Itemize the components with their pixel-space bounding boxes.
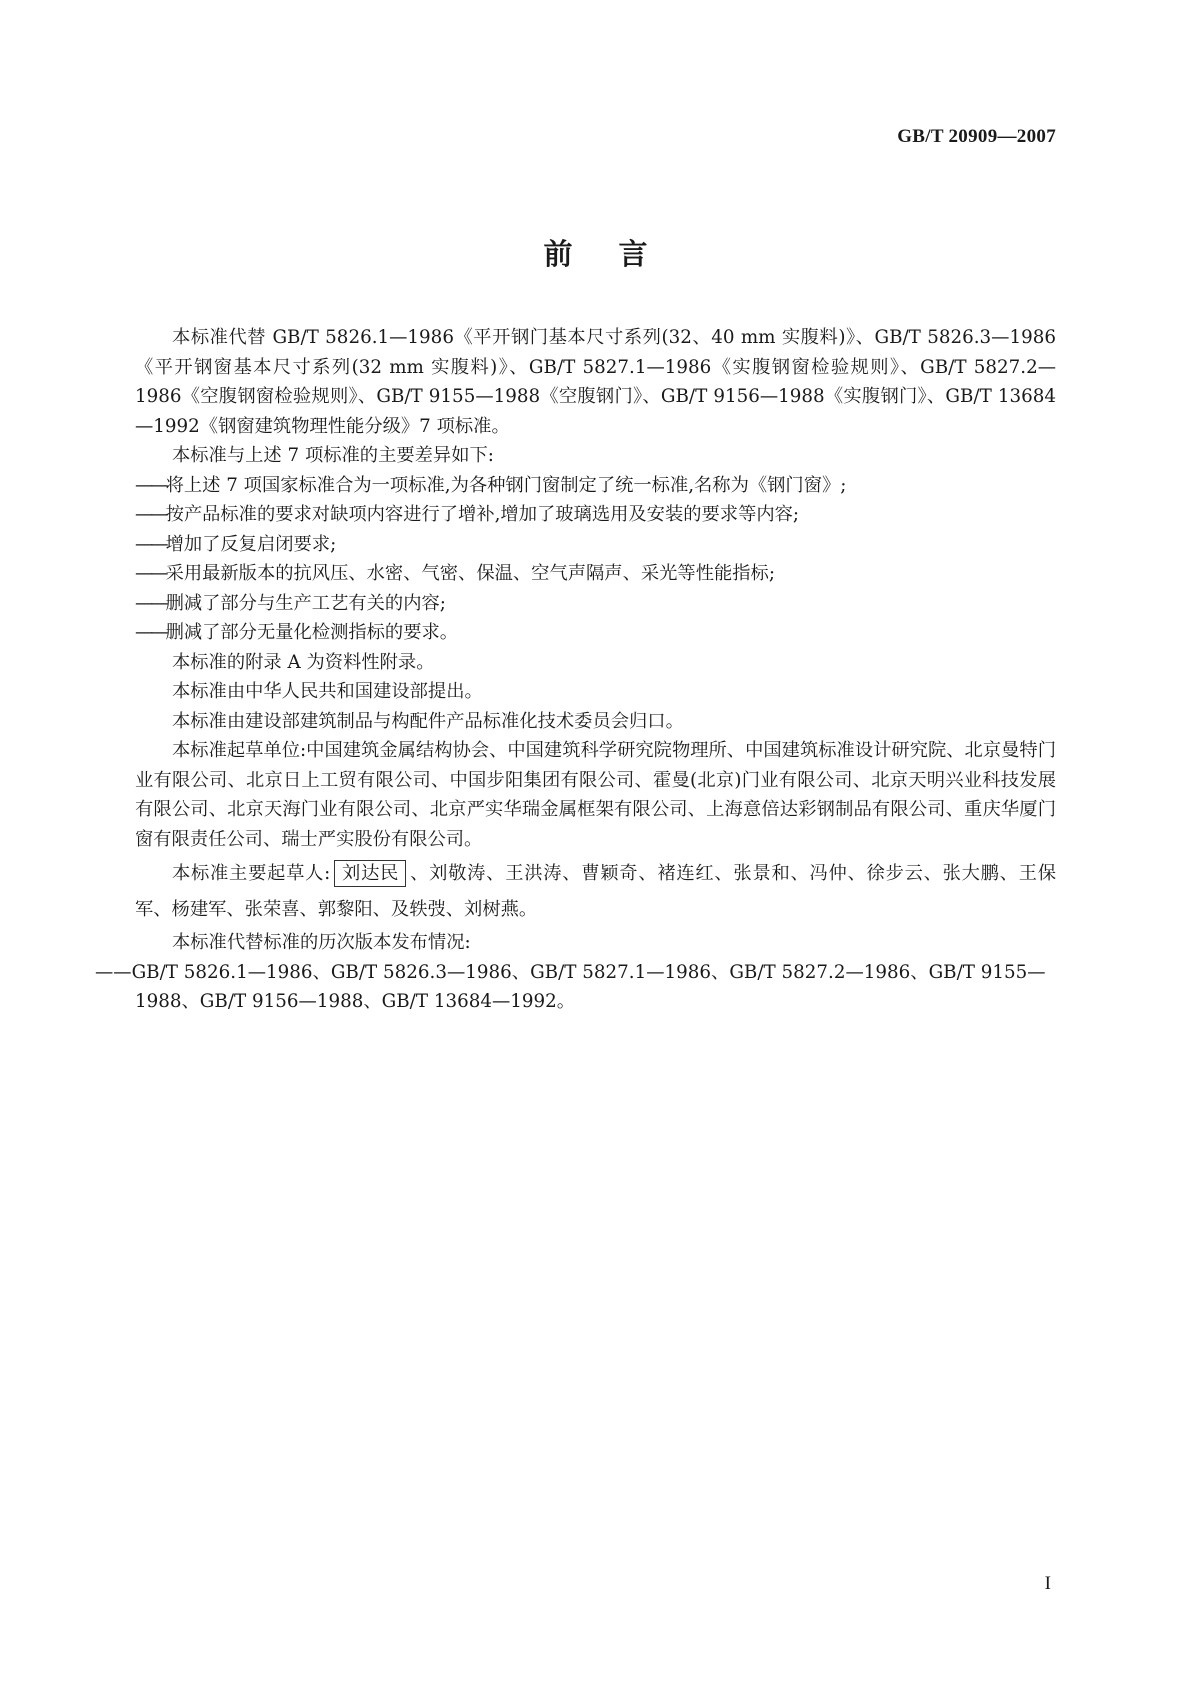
standard-number: GB/T 20909—2007 bbox=[897, 126, 1056, 147]
drafters-paragraph bbox=[135, 856, 1056, 928]
list-item: ——增加了反复启闭要求; bbox=[135, 533, 337, 555]
dash-marker: —— bbox=[135, 622, 166, 643]
list-item: ——删减了部分与生产工艺有关的内容; bbox=[135, 592, 446, 614]
dash-marker: —— bbox=[135, 533, 166, 555]
dash-marker: —— bbox=[135, 563, 166, 584]
drafting-units-paragraph: 本标准起草单位:中国建筑金属结构协会、中国建筑科学研究院物理所、中国建筑标准设计研究院、北京曼特门业有限公司、北京日上工贸有限公司、中国步阳集团有限公司、霍曼(北京)门业有限公司、北京天明兴业科技发展有限公司、北京天海门业有限公司、北京严实华瑞金属框架有限公司、上海意倍达彩钢制品有限公司、重庆华厦门窗有限责任公司、瑞士严实股份有限公司。 bbox=[135, 740, 1056, 850]
list-item: ——采用最新版本的抗风压、水密、气密、保温、空气声隔声、采光等性能指标; bbox=[135, 563, 776, 584]
list-item: ——按产品标准的要求对缺项内容进行了增补,增加了玻璃选用及安装的要求等内容; bbox=[135, 504, 800, 525]
diff-intro: 本标准与上述 7 项标准的主要差异如下: bbox=[172, 445, 494, 466]
proposed-paragraph: 本标准由中华人民共和国建设部提出。 bbox=[172, 681, 483, 702]
history-item: ——GB/T 5826.1—1986、GB/T 5826.3—1986、GB/T 5827.1—1986、GB/T 5827.2—1986、GB/T 9155—1988、GB/T 9156—1988、GB/T 13684—1992。 bbox=[95, 961, 1046, 1012]
boxed-name: 刘达民 bbox=[334, 860, 406, 887]
page-number: I bbox=[1044, 1573, 1051, 1594]
centralized-paragraph: 本标准由建设部建筑制品与构配件产品标准化技术委员会归口。 bbox=[172, 710, 684, 732]
dash-marker: —— bbox=[135, 474, 166, 496]
drafters-prefix: 本标准主要起草人: bbox=[172, 863, 331, 884]
annex-paragraph: 本标准的附录 A 为资料性附录。 bbox=[172, 651, 435, 673]
foreword-body bbox=[95, 323, 1056, 1017]
dash-marker: —— bbox=[95, 961, 132, 983]
list-item: ——将上述 7 项国家标准合为一项标准,为各种钢门窗制定了统一标准,名称为《钢门窗》; bbox=[135, 474, 847, 496]
drafters-rest: 、刘敬涛、王洪涛、曹颖奇、褚连红、张景和、冯仲、徐步云、张大鹏、王保军、杨建军、张荣喜、郭黎阳、及轶弢、刘树燕。 bbox=[135, 863, 1056, 920]
page-title: 前言 bbox=[543, 237, 694, 271]
dash-marker: —— bbox=[135, 504, 166, 525]
dash-marker: —— bbox=[135, 592, 166, 614]
history-intro: 本标准代替标准的历次版本发布情况: bbox=[172, 932, 471, 953]
replace-paragraph: 本标准代替 GB/T 5826.1—1986《平开钢门基本尺寸系列(32、40 mm 实腹料)》、GB/T 5826.3—1986《平开钢窗基本尺寸系列(32 mm 实腹料)》、GB/T 5827.1—1986《实腹钢窗检验规则》、GB/T 5827.2—1986《空腹钢窗检验规则》、GB/T 9155—1988《空腹钢门》、GB/T 9156—1988《实腹钢门》、GB/T 13684—1992《钢窗建筑物理性能分级》7 项标准。 bbox=[135, 327, 1056, 437]
list-item: ——删减了部分无量化检测指标的要求。 bbox=[135, 622, 459, 643]
